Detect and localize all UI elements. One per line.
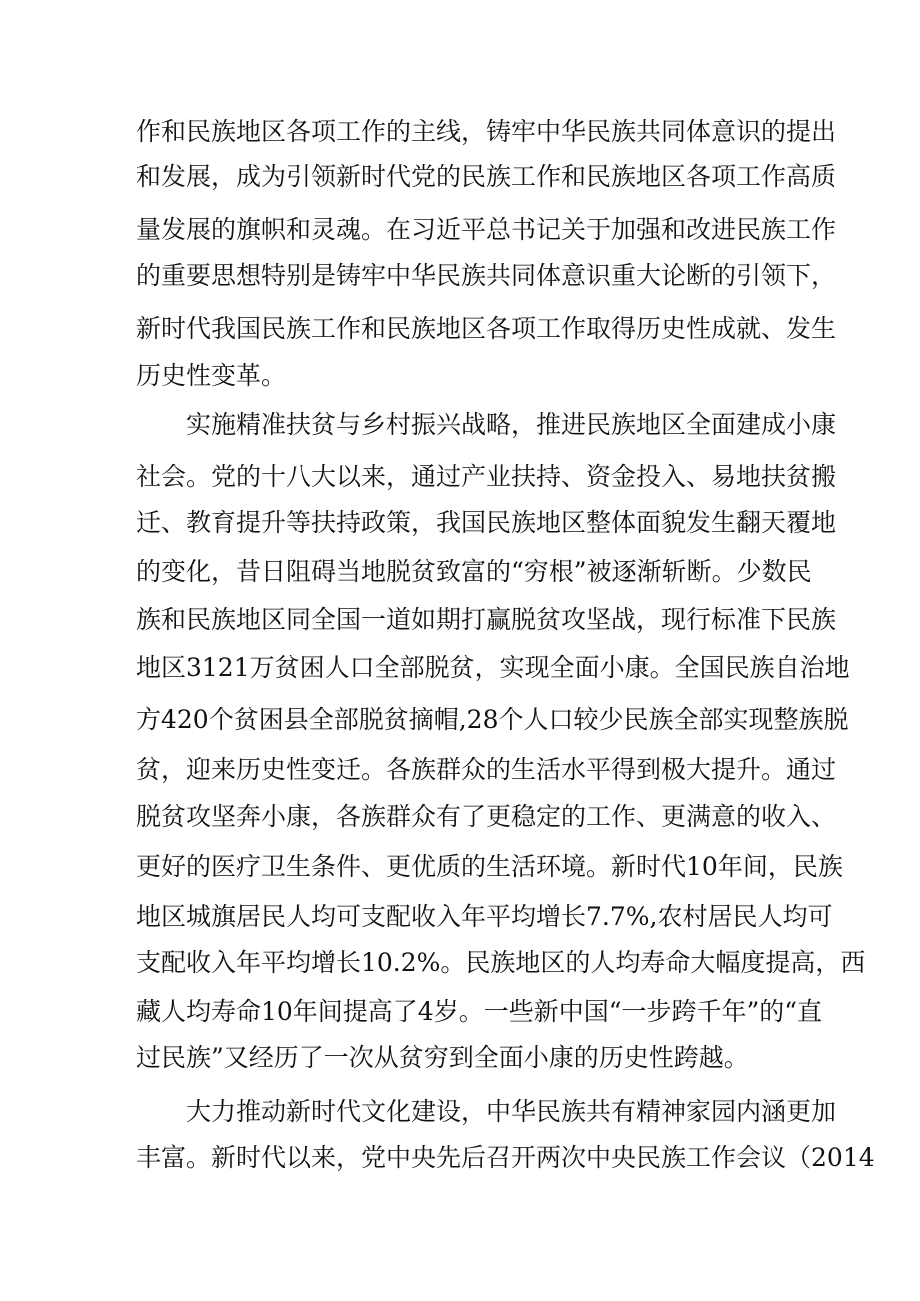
text-line: 地区城旗居民人均可支配收入年平均增长7.7%,农村居民人均可 [136, 902, 833, 931]
text-line: 贫，迎来历史性变迁。各族群众的生活水平得到极大提升。通过 [136, 755, 837, 784]
text-line: 脱贫攻坚奔小康，各族群众有了更稳定的工作、更满意的收入、 [136, 802, 837, 831]
text-line: 社会。党的十八大以来，通过产业扶持、资金投入、易地扶贫搬 [136, 462, 837, 491]
text-line: 实施精准扶贫与乡村振兴战略，推进民族地区全面建成小康 [186, 410, 837, 439]
text-line: 作和民族地区各项工作的主线，铸牢中华民族共同体意识的提出 [136, 117, 837, 146]
text-line: 新时代我国民族工作和民族地区各项工作取得历史性成就、发生 [136, 314, 837, 343]
text-line: 和发展，成为引领新时代党的民族工作和民族地区各项工作高质 [136, 162, 837, 191]
text-line: 的变化，昔日阻碍当地脱贫致富的“穷根”被逐渐斩断。少数民 [136, 557, 812, 586]
text-line: 方420个贫困县全部脱贫摘帽,28个人口较少民族全部实现整族脱 [136, 705, 849, 734]
text-line: 量发展的旗帜和灵魂。在习近平总书记关于加强和改进民族工作 [136, 215, 837, 244]
text-line: 迁、教育提升等扶持政策，我国民族地区整体面貌发生翻天覆地 [136, 508, 837, 537]
text-line: 地区3121万贫困人口全部脱贫，实现全面小康。全国民族自治地 [136, 653, 850, 682]
text-line: 族和民族地区同全国一道如期打赢脱贫攻坚战，现行标准下民族 [136, 605, 837, 634]
text-line: 历史性变革。 [136, 361, 287, 390]
text-line: 的重要思想特别是铸牢中华民族共同体意识重大论断的引领下， [136, 261, 837, 290]
text-line: 过民族”又经历了一次从贫穷到全面小康的历史性跨越。 [136, 1043, 749, 1072]
text-line: 藏人均寿命10年间提高了4岁。一些新中国“一步跨千年”的“直 [136, 997, 823, 1026]
text-line: 支配收入年平均增长10.2%。民族地区的人均寿命大幅度提高，西 [136, 948, 866, 977]
text-line: 更好的医疗卫生条件、更优质的生活环境。新时代10年间，民族 [136, 852, 843, 881]
text-line: 大力推动新时代文化建设，中华民族共有精神家园内涵更加 [186, 1097, 837, 1126]
text-line: 丰富。新时代以来，党中央先后召开两次中央民族工作会议（2014 [136, 1143, 875, 1172]
